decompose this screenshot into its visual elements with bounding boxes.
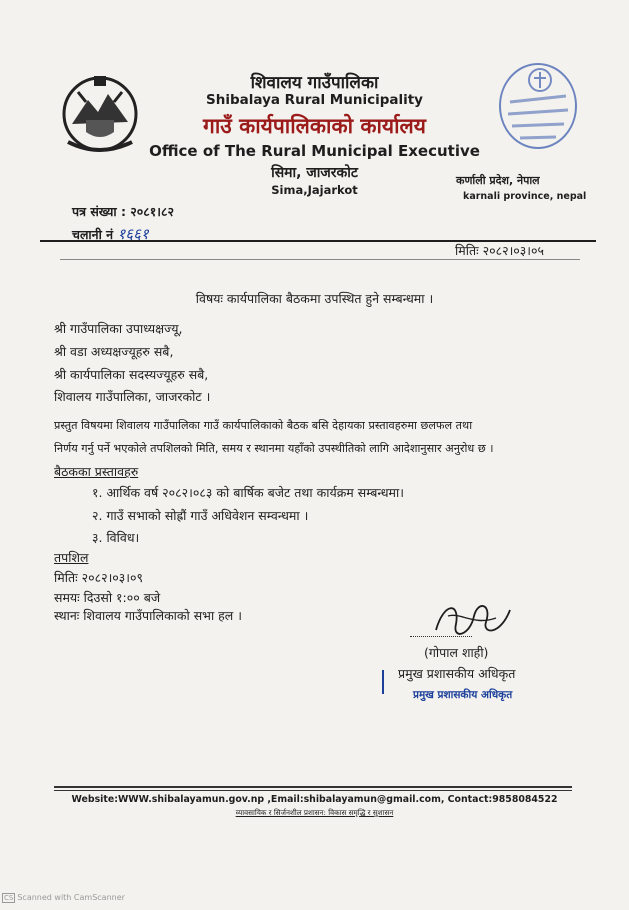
letter-date: मितिः २०८२।०३।०५ [455, 243, 545, 258]
agenda-item: ३. विविध। [92, 530, 140, 545]
body-line: प्रस्तुत विषयमा शिवालय गाउँपालिका गाउँ कार्यपालिकाको बैठक बसि देहायका प्रस्तावहरुमा छलफल तथा [54, 419, 473, 432]
dispatch-number-handwritten: १६६१ [117, 225, 149, 243]
municipality-name-en: Shibalaya Rural Municipality [206, 92, 423, 108]
municipality-name-ne: शिवालय गाउँपालिका [250, 73, 379, 93]
province-en: karnali province, nepal [463, 191, 587, 202]
date-divider [60, 259, 580, 260]
signature-dotted-line [410, 636, 472, 637]
recipient-line: श्री गाउँपालिका उपाध्यक्षज्यू, [54, 321, 183, 336]
office-name-ne: गाउँ कार्यपालिकाको कार्यालय [203, 114, 426, 138]
reference-number: पत्र संख्या : २०८१।८२ [72, 204, 175, 219]
stamp-bar [382, 670, 384, 694]
camscanner-logo-icon: CS [4, 894, 14, 902]
municipality-seal-icon [496, 60, 580, 152]
footer-rule-top [54, 786, 572, 788]
scanner-watermark: CS Scanned with CamScanner [4, 893, 125, 902]
recipient-line: श्री वडा अध्यक्षज्यूहरु सबै, [54, 344, 174, 359]
recipient-line: श्री कार्यपालिका सदस्यज्यूहरु सबै, [54, 367, 209, 382]
province-ne: कर्णाली प्रदेश, नेपाल [456, 174, 540, 187]
office-name-en: Office of The Rural Municipal Executive [149, 142, 480, 160]
schedule-place: स्थानः शिवालय गाउँपालिकाको सभा हल । [54, 608, 242, 623]
subject-line: विषयः कार्यपालिका बैठकमा उपस्थित हुने सम्बन्धमा । [195, 291, 434, 306]
agenda-heading: बैठकका प्रस्तावहरु [54, 464, 139, 479]
title-stamp: प्रमुख प्रशासकीय अधिकृत [413, 689, 513, 701]
agenda-item: १. आर्थिक वर्ष २०८२।०८३ को बार्षिक बजेट तथा कार्यक्रम सम्बन्धमा। [92, 485, 404, 500]
recipient-line: शिवालय गाउँपालिका, जाजरकोट । [54, 389, 211, 404]
signatory-title: प्रमुख प्रशासकीय अधिकृत [398, 666, 516, 681]
address-ne: सिमा, जाजरकोट [271, 165, 358, 181]
footer-contact: Website:WWW.shibalayamun.gov.np ,Email:shibalayamun@gmail.com, Contact:9858084522 [71, 794, 558, 805]
footer-slogan: व्यावसायिक र सिर्जनशील प्रशासन: विकास समृद्धि र सुशासन [235, 808, 394, 817]
address-en: Sima,Jajarkot [271, 183, 358, 197]
agenda-item: २. गाउँ सभाको सोह्रौं गाउँ अधिवेशन सम्वन्धमा । [92, 508, 309, 523]
schedule-date: मितिः २०८२।०३।०९ [54, 570, 144, 585]
dispatch-number-label: चलानी नं १६६१ [72, 225, 149, 243]
signatory-name: (गोपाल शाही) [424, 645, 489, 660]
body-line: निर्णय गर्नु पर्ने भएकोले तपशिलको मिति, समय र स्थानमा यहाँको उपस्थीतिको लागि आदेशानुसार अनुरोध छ । [54, 442, 494, 455]
footer-rule-bottom [54, 790, 572, 791]
schedule-heading: तपशिल [54, 550, 89, 565]
schedule-time: समयः दिउसो १:०० बजे [54, 590, 161, 605]
